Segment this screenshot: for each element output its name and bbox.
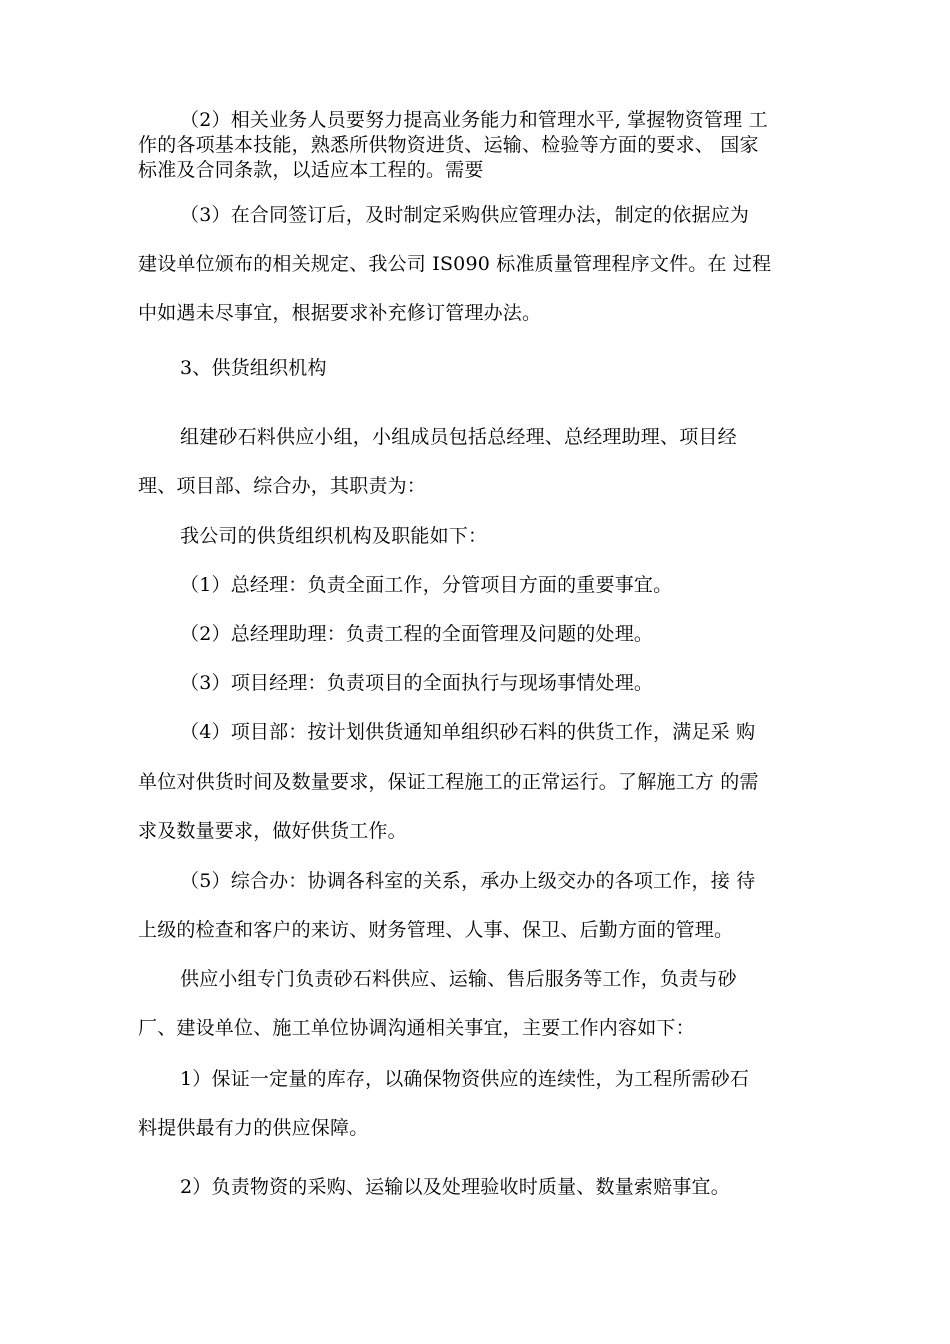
text-line: 理、项目部、综合办，其职责为： [138,475,427,497]
text-line: 中如遇未尽事宜，根据要求补充修订管理办法。 [138,302,542,324]
text-line: 供应小组专门负责砂石料供应、运输、售后服务等工作，负责与砂 [180,968,737,990]
text-line: （2）总经理助理：负责工程的全面管理及问题的处理。 [180,623,654,645]
text-line: （1）总经理：负责全面工作，分管项目方面的重要事宜。 [180,574,673,596]
text-line: 上级的检查和客户的来访、财务管理、人事、保卫、后勤方面的管理。 [138,919,734,941]
text-line: 建设单位颁布的相关规定、我公司 IS090 标准质量管理程序文件。在 过程 [138,253,772,275]
text-line: 2）负责物资的采购、运输以及处理验收时质量、数量索赔事宜。 [180,1176,730,1198]
text-line: 我公司的供货组织机构及职能如下： [180,525,488,547]
text-line: 组建砂石料供应小组，小组成员包括总经理、总经理助理、项目经 [180,426,737,448]
text-line: 1）保证一定量的库存，以确保物资供应的连续性，为工程所需砂石 [180,1068,750,1090]
text-line: （5）综合办：协调各科室的关系，承办上级交办的各项工作，接 待 [180,870,756,892]
text-line: 单位对供货时间及数量要求，保证工程施工的正常运行。了解施工方 的需 [138,771,759,793]
text-line: （3）在合同签订后，及时制定采购供应管理办法，制定的依据应为 [180,204,750,226]
text-line: （2）相关业务人员要努力提高业务能力和管理水平, 掌握物资管理 工 [180,109,768,131]
text-line: （4）项目部：按计划供货通知单组织砂石料的供货工作，满足采 购 [180,721,756,743]
text-line: 作的各项基本技能，熟悉所供物资进货、运输、检验等方面的要求、 国家 [138,134,759,156]
text-line: 求及数量要求，做好供货工作。 [138,820,407,842]
text-line: 料提供最有力的供应保障。 [138,1117,369,1139]
section-heading: 3、供货组织机构 [180,357,327,379]
text-line: 标准及合同条款，以适应本工程的。需要 [138,159,484,181]
text-line: （3）项目经理：负责项目的全面执行与现场事情处理。 [180,672,654,694]
text-line: 厂、建设单位、施工单位协调沟通相关事宜，主要工作内容如下： [138,1017,695,1039]
